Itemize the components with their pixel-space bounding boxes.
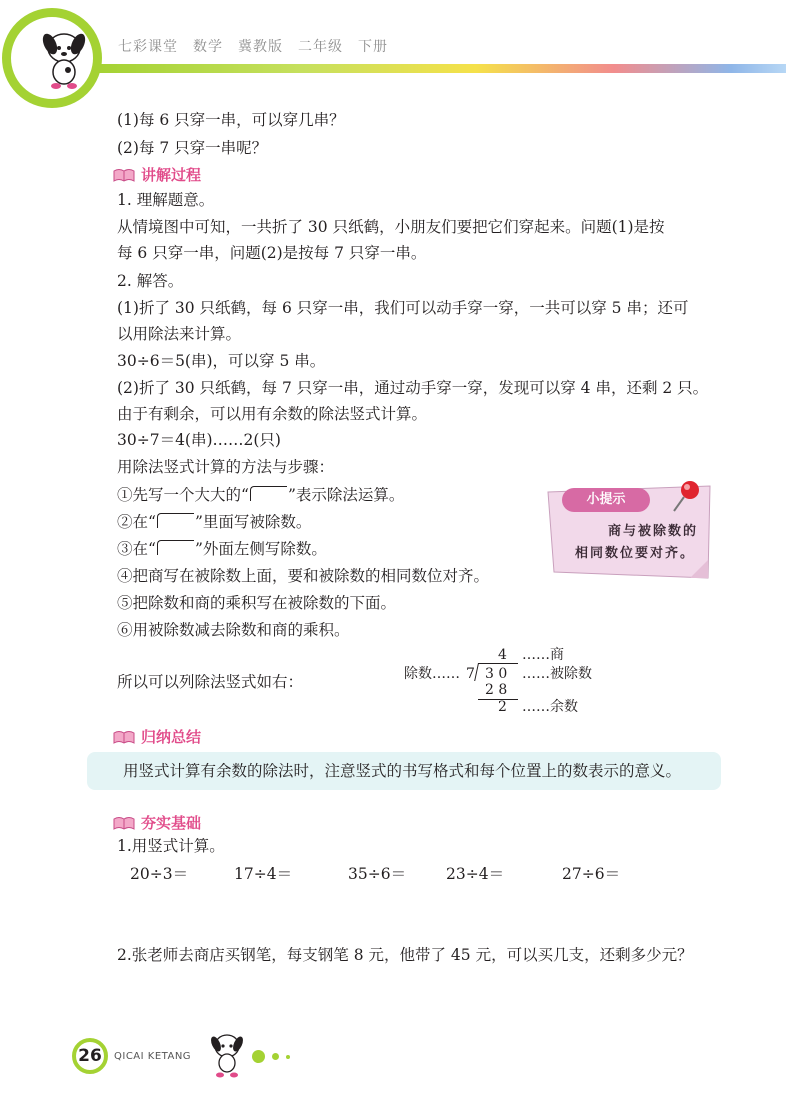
ld-dividend: 3 0 (485, 666, 508, 682)
summary-box (87, 752, 721, 790)
ld-quotient-label: ……商 (522, 647, 564, 663)
method-step-2-pre: ②在“ (117, 513, 156, 531)
ld-remainder-label: ……余数 (522, 699, 578, 715)
ld-vinculum (478, 663, 518, 664)
section-practice-heading (113, 812, 201, 833)
ld-dividend-label: ……被除数 (522, 666, 592, 682)
header-rainbow-bar (96, 64, 786, 73)
method-step-4: ④把商写在被除数上面，要和被除数的相同数位对齐。 (117, 567, 490, 585)
footer-brand: QICAI KETANG (114, 1051, 192, 1062)
explain-step-2: 2. 解答。 (117, 272, 184, 290)
explain-paragraph-2b: 以用除法来计算。 (117, 325, 242, 343)
division-bracket-icon (250, 486, 287, 501)
section-book-icon (113, 730, 135, 744)
explain-paragraph-1a: 从情境图中可知，一共折了 30 只纸鹤，小朋友们要把它们穿起来。问题(1)是按 (117, 218, 665, 236)
method-step-3-post: ”外面左侧写除数。 (194, 540, 327, 558)
method-step-3-pre: ③在“ (117, 540, 156, 558)
ld-divisor: 7 (466, 666, 475, 682)
section-explain-label: 讲解过程 (141, 166, 202, 184)
ld-divisor-label: 除数…… (404, 666, 460, 682)
division-bracket-icon (157, 540, 194, 555)
explain-paragraph-3b: 由于有剩余，可以用有余数的除法竖式计算。 (117, 405, 428, 423)
dog-mascot-icon (204, 1030, 250, 1082)
practice-question-1: 1.用竖式计算。 (117, 837, 225, 855)
section-practice-label: 夯实基础 (141, 814, 202, 832)
section-explain-heading (113, 164, 201, 185)
practice-item: 27÷6＝ (562, 865, 621, 883)
explain-equation-1: 30÷6＝5(串)，可以穿 5 串。 (117, 352, 326, 370)
method-step-1-post: ”表示除法运算。 (287, 486, 405, 504)
ld-product: 2 8 (485, 682, 508, 698)
section-book-icon (113, 816, 135, 830)
tip-line-2: 相同数位要对齐。 (575, 546, 696, 561)
footer-dot (286, 1055, 290, 1059)
footer-dot (252, 1050, 265, 1063)
explain-step-1: 1. 理解题意。 (117, 191, 215, 209)
practice-item: 35÷6＝ (348, 865, 407, 883)
division-bracket-icon (157, 513, 194, 528)
method-title: 用除法竖式计算的方法与步骤： (117, 458, 335, 476)
explain-paragraph-2a: (1)折了 30 只纸鹤，每 6 只穿一串，我们可以动手穿一穿，一共可以穿 5 串；还可 (117, 299, 689, 317)
footer-dot (272, 1053, 279, 1060)
tip-title: 小提示 (562, 488, 650, 512)
explain-paragraph-1b: 每 6 只穿一串，问题(2)是按每 7 只穿一串。 (117, 244, 427, 262)
problem-question-2: (2)每 7 只穿一串呢？ (117, 139, 268, 157)
practice-item: 20÷3＝ (130, 865, 189, 883)
dog-mascot-icon (34, 26, 94, 96)
practice-question-2: 2.张老师去商店买钢笔，每支钢笔 8 元，他带了 45 元，可以买几支，还剩多少元？ (117, 946, 693, 964)
problem-question-1: (1)每 6 只穿一串，可以穿几串？ (117, 111, 345, 129)
section-summary-label: 归纳总结 (141, 728, 202, 746)
header-title: 七彩课堂 数学 冀教版 二年级 下册 (118, 39, 388, 55)
explain-equation-2: 30÷7＝4(串)……2(只) (117, 431, 281, 449)
practice-item: 23÷4＝ (446, 865, 505, 883)
summary-text: 用竖式计算有余数的除法时，注意竖式的书写格式和每个位置上的数表示的意义。 (123, 762, 682, 780)
practice-item: 17÷4＝ (234, 865, 293, 883)
method-step-1 (117, 485, 404, 505)
method-step-5: ⑤把除数和商的乘积写在被除数的下面。 (117, 594, 397, 612)
method-step-2 (117, 512, 311, 532)
method-step-1-pre: ①先写一个大大的“ (117, 486, 249, 504)
ld-quotient: 4 (498, 647, 507, 663)
conclusion-text: 所以可以列除法竖式如右： (117, 673, 304, 691)
pushpin-icon (670, 478, 704, 514)
section-book-icon (113, 168, 135, 182)
page-number: 26 (72, 1038, 108, 1074)
tip-line-1: 商与被除数的 (608, 524, 699, 539)
explain-paragraph-3a: (2)折了 30 只纸鹤，每 7 只穿一串，通过动手穿一穿，发现可以穿 4 串，还剩 2 只。 (117, 379, 709, 397)
method-step-6: ⑥用被除数减去除数和商的乘积。 (117, 621, 350, 639)
method-step-2-post: ”里面写被除数。 (194, 513, 312, 531)
section-summary-heading (113, 726, 201, 747)
ld-remainder: 2 (498, 699, 507, 715)
method-step-3 (117, 539, 327, 559)
